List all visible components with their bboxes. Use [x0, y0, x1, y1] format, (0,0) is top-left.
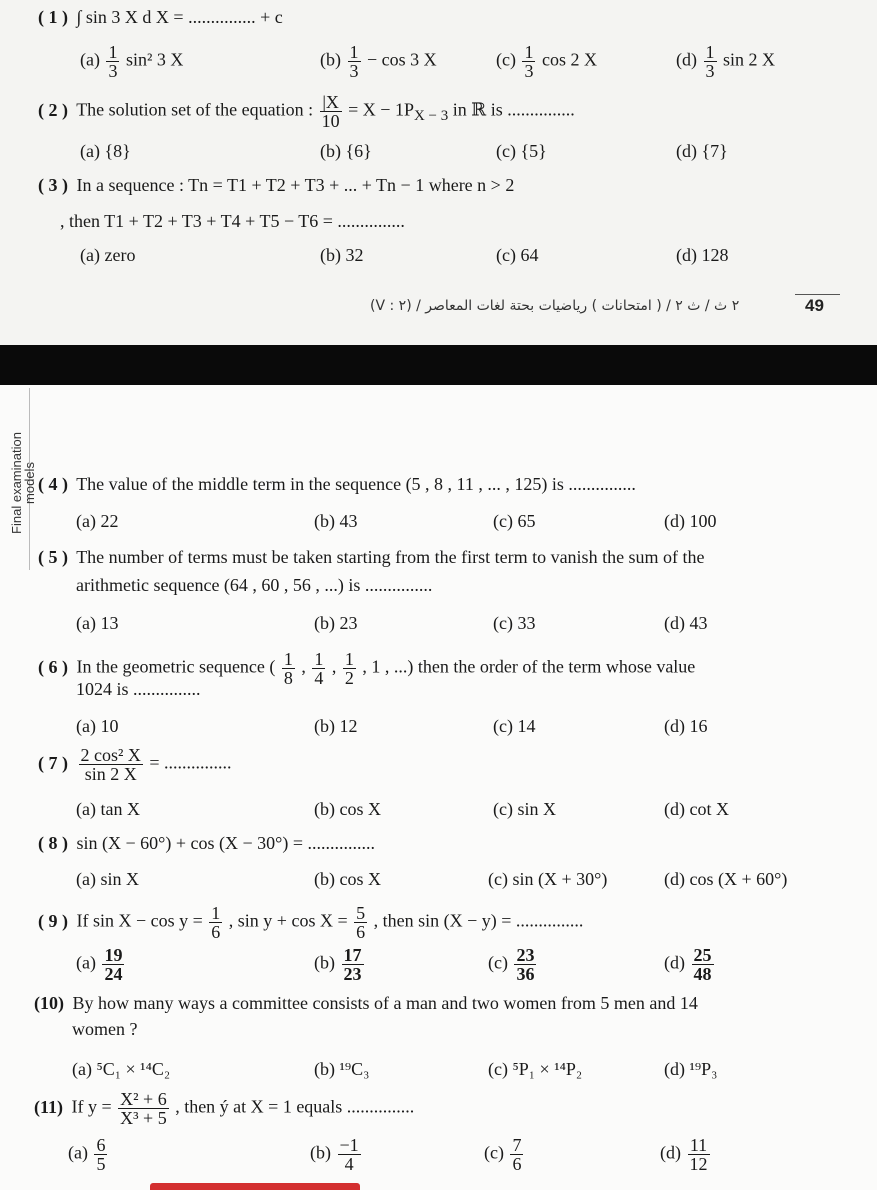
- q4-option-a: (a) 22: [76, 511, 119, 531]
- q8-option-d: (d) cos (X + 60°): [664, 869, 788, 889]
- q1-option-a: (a) $\frac{1}{3}$ sin² 3 X: [80, 42, 184, 81]
- q3-option-d: (d) 128: [676, 245, 729, 265]
- q2-option-a: (a) {8}: [80, 141, 131, 161]
- q3-option-a: (a) zero: [80, 245, 136, 265]
- q1-option-c: (c) $\frac{1}{3}$ cos 2 X: [496, 42, 597, 81]
- q10-option-d: (d) ¹⁹P₃: [664, 1059, 718, 1079]
- q8-option-b: (b) cos X: [314, 869, 381, 889]
- q1-number: ( 1 ): [38, 7, 68, 27]
- q10-option-c: (c) ⁵P₁ × ¹⁴P₂: [488, 1059, 583, 1079]
- q6-stem-line2: 1024 is ...............: [76, 679, 201, 699]
- q1-option-d: (d) $\frac{1}{3}$ sin 2 X: [676, 42, 776, 81]
- q5-option-c: (c) 33: [493, 613, 536, 633]
- q2-frac: $\frac{|X}{10}$: [321, 92, 340, 131]
- q6-option-d: (d) 16: [664, 716, 708, 736]
- q5-stem-line2: arithmetic sequence (64 , 60 , 56 , ...) is ...............: [76, 575, 433, 595]
- q1-a-frac: $\frac{1}{3}$: [108, 42, 118, 81]
- q4-option-d: (d) 100: [664, 511, 717, 531]
- question-8: ( 8 ) sin (X − 60°) + cos (X − 30°) = ...............: [38, 833, 375, 853]
- q3-option-b: (b) 32: [320, 245, 364, 265]
- question-11: (11) If y = $\frac{\text{X² + 6}}{\text{X³ + 5}}$ , then ý at X = 1 equals ...............: [34, 1089, 415, 1128]
- q9-option-d: (d) $\frac{25}{48}$: [664, 945, 712, 984]
- question-2: ( 2 ) The solution set of the equation : $\frac{|X}{10}$ = $X - 1P_{X - 3}$ in ℝ is ...............: [38, 92, 575, 131]
- q7-option-d: (d) cot X: [664, 799, 729, 819]
- q8-option-a: (a) sin X: [76, 869, 139, 889]
- question-7: ( 7 ) $\frac{\text{2 cos² X}}{\sin 2 X}$ = ...............: [38, 745, 232, 784]
- q3-stem-line2: , then T1 + T2 + T3 + T4 + T5 − T6 = ...............: [60, 211, 405, 231]
- q7-option-b: (b) cos X: [314, 799, 381, 819]
- q8-option-c: (c) sin (X + 30°): [488, 869, 608, 889]
- red-tab-marker: [150, 1183, 360, 1190]
- question-6: ( 6 ) In the geometric sequence ( $\frac{1}{8}$ , $\frac{1}{4}$ , $\frac{1}{2}$ , 1 , ...) then the order of the term whose value: [38, 649, 696, 688]
- q10-option-b: (b) ¹⁹C₃: [314, 1059, 370, 1079]
- q9-option-b: (b) $\frac{17}{23}$: [314, 945, 362, 984]
- page-number: 49: [805, 296, 824, 315]
- q5-option-d: (d) 43: [664, 613, 708, 633]
- q2-option-c: (c) {5}: [496, 141, 547, 161]
- q10-stem-line2: women ?: [72, 1019, 138, 1039]
- question-5: ( 5 ) The number of terms must be taken starting from the first term to vanish the sum of the: [38, 547, 705, 567]
- q4-option-c: (c) 65: [493, 511, 536, 531]
- q1-stem: ∫ sin 3 X d X = ............... + c: [76, 7, 283, 27]
- q1-option-b: (b) $\frac{1}{3}$ − cos 3 X: [320, 42, 437, 81]
- q11-option-c: (c) $\frac{7}{6}$: [484, 1135, 522, 1174]
- q9-option-c: (c) $\frac{23}{36}$: [488, 945, 535, 984]
- question-4: ( 4 ) The value of the middle term in the sequence (5 , 8 , 11 , ... , 125) is ...............: [38, 474, 636, 494]
- page-number-rule: [795, 294, 840, 295]
- q3-option-c: (c) 64: [496, 245, 539, 265]
- q11-option-d: (d) $\frac{11}{12}$: [660, 1135, 708, 1174]
- q2-option-d: (d) {7}: [676, 141, 728, 161]
- page-gap-band: [0, 345, 877, 385]
- q7-frac: $\frac{\text{2 cos² X}}{\sin 2 X}$: [80, 745, 141, 784]
- q11-option-b: (b) $\frac{-1}{4}$: [310, 1135, 359, 1174]
- q11-option-a: (a) $\frac{6}{5}$: [68, 1135, 106, 1174]
- q2-option-b: (b) {6}: [320, 141, 372, 161]
- question-3: ( 3 ) In a sequence : Tn = T1 + T2 + T3 + ... + Tn − 1 where n > 2: [38, 175, 515, 195]
- q6-option-c: (c) 14: [493, 716, 536, 736]
- q7-option-c: (c) sin X: [493, 799, 556, 819]
- q6-option-b: (b) 12: [314, 716, 358, 736]
- question-10: (10) By how many ways a committee consists of a man and two women from 5 men and 14: [34, 993, 698, 1013]
- page-footer: (V : ٢) / ٢ ث / ث ٢ / ( امتحانات ) رياضيات بحتة لغات المعاصر: [370, 298, 740, 314]
- q7-option-a: (a) tan X: [76, 799, 140, 819]
- q5-option-b: (b) 23: [314, 613, 358, 633]
- q10-option-a: (a) ⁵C₁ × ¹⁴C₂: [72, 1059, 171, 1079]
- q5-option-a: (a) 13: [76, 613, 119, 633]
- question-1: [38, 6, 283, 28]
- question-9: ( 9 ) If sin X − cos y = $\frac{1}{6}$ , sin y + cos X = $\frac{5}{6}$ , then sin (X − y) = ...............: [38, 903, 584, 942]
- q4-option-b: (b) 43: [314, 511, 358, 531]
- q6-option-a: (a) 10: [76, 716, 119, 736]
- side-label: Final examination models: [8, 432, 37, 534]
- q9-option-a: (a) $\frac{19}{24}$: [76, 945, 123, 984]
